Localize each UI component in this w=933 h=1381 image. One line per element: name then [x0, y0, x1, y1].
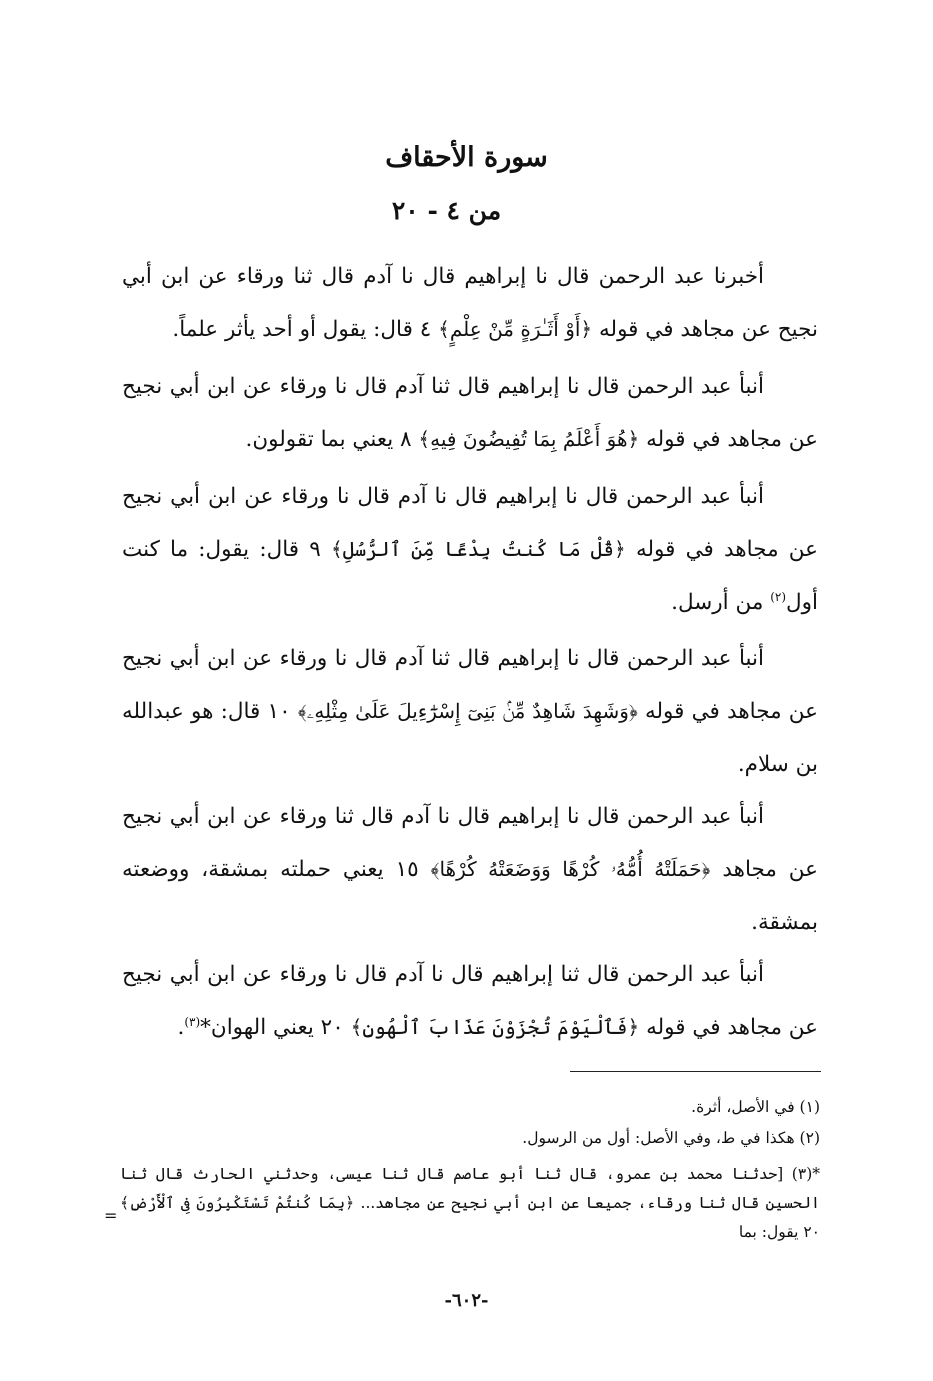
paragraph-text: .	[177, 1015, 185, 1040]
narration-paragraph	[122, 250, 818, 356]
narration-paragraph	[122, 360, 818, 466]
quran-quote: ﴿وَشَهِدَ شَاهِدٌ مِّنۢ بَنِىٓ إِسْرَٰٓءِيلَ عَلَىٰ مِثْلِهِۦ﴾	[297, 699, 638, 723]
paragraph-text: أنبأ عبد الرحمن قال نا إبراهيم قال ثنا آدم قال نا ورقاء عن ابن أبي نجيح عن مجاهد في قوله	[122, 374, 818, 452]
narration-paragraph	[122, 470, 818, 629]
quran-quote: ﴿أَوْ أَثَـٰرَةٍ مِّنْ عِلْمٍ﴾	[438, 317, 593, 341]
paragraph-text: من أرسل.	[671, 590, 764, 615]
verse-range: من ٤ - ٢٠	[391, 196, 502, 225]
quran-quote: ﴿حَمَلَتْهُ أُمُّهُۥ كُرْهًا وَوَضَعَتْهُ كُرْهًا﴾	[430, 857, 711, 881]
paragraph-text: ١٠ قال: هو عبدالله بن سلام.	[122, 699, 818, 777]
footnote-ref: (٢)	[770, 589, 787, 604]
paragraph-text: ٩ قال: يقول: ما كنت أول	[122, 537, 818, 615]
paragraph-text: أنبأ عبد الرحمن قال نا إبراهيم قال نا آدم قال نا ورقاء عن ابن أبي نجيح عن مجاهد في قوله	[122, 484, 818, 562]
paragraph-text: ٤ قال: يقول أو أحد يأثر علماً.	[172, 317, 432, 342]
surah-title: سورة الأحقاف	[385, 142, 548, 173]
footnote-text: *(٣) [حدثنا محمد بن عمرو، قال ثنا أبو عاصم قال ثنا عيسى، وحدثني الحارث قال ثنا الحسين قال ثنا ورقاء، جميعا عن ابن أبي نجيح عن مجاهد...	[120, 1165, 820, 1212]
footnote-text: ٢٠ يقول: بما	[738, 1223, 820, 1241]
quran-quote: ﴿بِمَا كُنتُمْ تَسْتَكْبِرُونَ فِى ٱلْأَرْضِ﴾	[120, 1194, 355, 1212]
paragraph-text: أنبأ عبد الرحمن قال نا إبراهيم قال نا آدم قال ثنا ورقاء عن ابن أبي نجيح عن مجاهد	[122, 804, 818, 882]
footnote	[120, 1160, 820, 1247]
page-number: -٦٠٢-	[444, 1290, 489, 1311]
continuation-mark: =	[104, 1206, 118, 1225]
quran-quote: ﴿هُوَ أَعْلَمُ بِمَا تُفِيضُونَ فِيهِ﴾	[418, 427, 640, 451]
narration-paragraph	[122, 948, 818, 1054]
footnote: (٢) هكذا في ط، وفي الأصل: أول من الرسول.	[522, 1129, 820, 1147]
footnote-ref: (٣)	[184, 1014, 201, 1029]
paragraph-text: أخبرنا عبد الرحمن قال نا إبراهيم قال نا آدم قال ثنا ورقاء عن ابن أبي نجيح عن مجاهد في قوله	[122, 264, 818, 342]
footnote: (١) في الأصل، أثرة.	[691, 1098, 820, 1116]
footnote-divider	[570, 1071, 821, 1072]
quran-quote: ﴿قُلْ مَا كُنتُ بِدْعًا مِّنَ ٱلرُّسُلِ﴾	[331, 537, 626, 561]
paragraph-text: أنبأ عبد الرحمن قال نا إبراهيم قال ثنا آدم قال نا ورقاء عن ابن أبي نجيح عن مجاهد في قوله	[122, 646, 819, 724]
quran-quote: ﴿فَٱلْيَوْمَ تُجْزَوْنَ عَذَابَ ٱلْهُونِ﴾	[350, 1015, 640, 1039]
paragraph-text: أنبأ عبد الرحمن قال ثنا إبراهيم قال نا آدم قال نا ورقاء عن ابن أبي نجيح عن مجاهد في قوله	[122, 962, 818, 1040]
paragraph-text: ٢٠ يعني الهوان*	[200, 1015, 344, 1040]
narration-paragraph	[122, 632, 818, 791]
paragraph-text: ٨ يعني بما تقولون.	[245, 427, 412, 452]
narration-paragraph	[122, 790, 818, 949]
paragraph-text: ١٥ يعني حملته بمشقة، ووضعته بمشقة.	[122, 857, 818, 935]
